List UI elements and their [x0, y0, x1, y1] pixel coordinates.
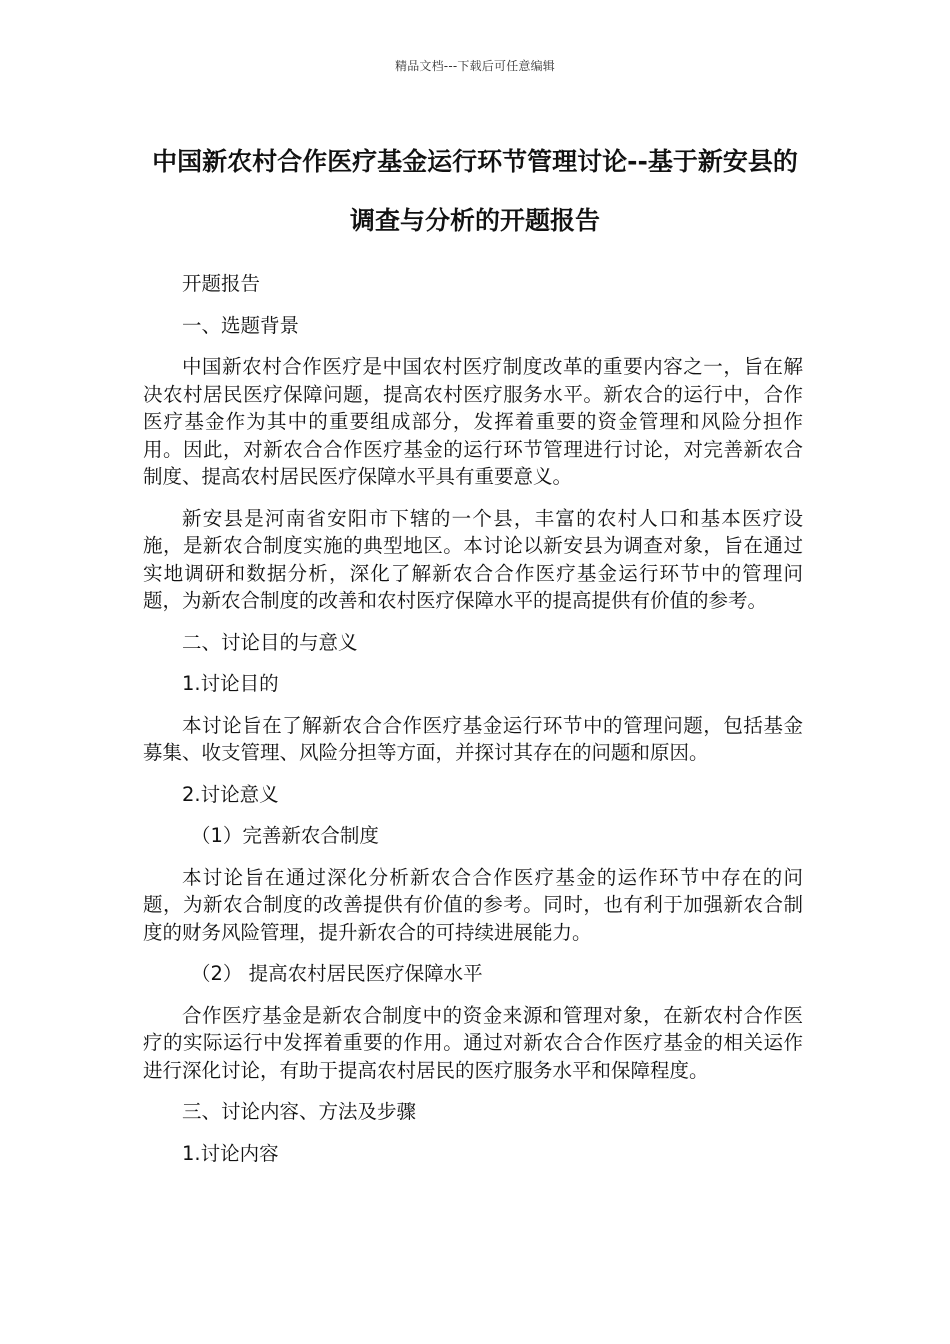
section-heading: 二、讨论目的与意义: [182, 630, 358, 654]
subsection-heading: 2.讨论意义: [182, 782, 279, 806]
paragraph: 本讨论旨在了解新农合合作医疗基金运行环节中的管理问题，包括基金募集、收支管理、风险分担等方面，并探讨其存在的问题和原因。: [143, 713, 803, 764]
section-heading: 一、选题背景: [182, 313, 300, 337]
document-title: 中国新农村合作医疗基金运行环节管理讨论--基于新安县的调查与分析的开题报告: [152, 147, 798, 235]
section-heading: 三、讨论内容、方法及步骤: [182, 1100, 417, 1123]
paragraph: 新安县是河南省安阳市下辖的一个县，丰富的农村人口和基本医疗设施，是新农合制度实施的典型地区。本讨论以新安县为调查对象，旨在通过实地调研和数据分析，深化了解新农合合作医疗基金运行环节中的管理问题，为新农合制度的改善和农村医疗保障水平的提高提供有价值的参考。: [143, 506, 803, 612]
subsection-heading: 1.讨论内容: [182, 1141, 279, 1165]
subsection-heading: 1.讨论目的: [182, 672, 279, 695]
paragraph: 合作医疗基金是新农合制度中的资金来源和管理对象，在新农村合作医疗的实际运行中发挥着重要的作用。通过对新农合合作医疗基金的相关运作进行深化讨论，有助于提高农村居民的医疗服务水平和保障程度。: [143, 1003, 803, 1082]
document-body: [143, 270, 803, 1181]
paragraph: 中国新农村合作医疗是中国农村医疗制度改革的重要内容之一，旨在解决农村居民医疗保障问题，提高农村医疗服务水平。新农合的运行中，合作医疗基金作为其中的重要组成部分，发挥着重要的资金管理和风险分担作用。因此，对新农合合作医疗基金的运行环节管理进行讨论，对完善新农合制度、提高农村居民医疗保障水平具有重要意义。: [143, 355, 803, 488]
item-heading: （2） 提高农村居民医疗保障水平: [191, 962, 483, 985]
item-heading: （1）完善新农合制度: [191, 824, 379, 847]
paragraph: 本讨论旨在通过深化分析新农合合作医疗基金的运作环节中存在的问题，为新农合制度的改善提供有价值的参考。同时，也有利于加强新农合制度的财务风险管理，提升新农合的可持续进展能力。: [143, 865, 803, 944]
header-note: 精品文档---下载后可任意编辑: [395, 59, 555, 73]
section-label: 开题报告: [182, 272, 261, 295]
